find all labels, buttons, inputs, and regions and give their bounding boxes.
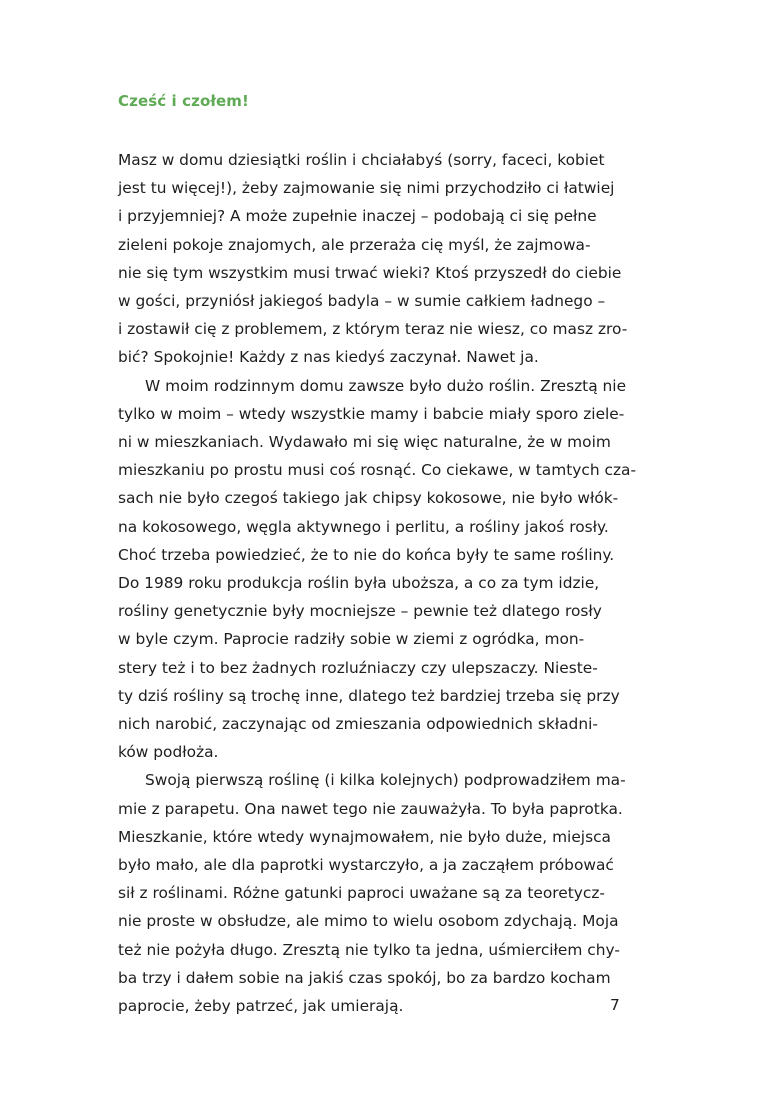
text-line: w byle czym. Paprocie radziły sobie w ziemi z ogródka, mon- (118, 630, 585, 649)
text-line: rośliny genetycznie były mocniejsze – pewnie też dlatego rosły (118, 602, 602, 621)
text-line: sach nie było czegoś takiego jak chipsy kokosowe, nie było włók- (118, 489, 619, 508)
text-line: mieszkaniu po prostu musi coś rosnąć. Co ciekawe, w tamtych cza- (118, 461, 637, 480)
paragraph (118, 146, 628, 372)
text-line: jest tu więcej!), żeby zajmowanie się nimi przychodziło ci łatwiej (118, 179, 615, 198)
text-line: nie się tym wszystkim musi trwać wieki? Ktoś przyszedł do ciebie (118, 263, 622, 282)
text-line: w gości, przyniósł jakiegoś badyla – w sumie całkiem ładnego – (118, 292, 606, 311)
text-line: nie proste w obsłudze, ale mimo to wielu osobom zdychają. Moja (118, 912, 619, 931)
text-line: ba trzy i dałem sobie na jakiś czas spokój, bo za bardzo kocham (118, 968, 611, 987)
body-text (118, 146, 637, 1020)
text-line: też nie pożyła długo. Zresztą nie tylko ta jedna, uśmierciłem chy- (118, 940, 620, 959)
text-line: Mieszkanie, które wtedy wynajmowałem, nie było duże, miejsca (118, 827, 611, 846)
text-line: na kokosowego, węgla aktywnego i perlitu, a rośliny jakoś rosły. (118, 517, 609, 536)
text-line: Do 1989 roku produkcja roślin była uboższa, a co za tym idzie, (118, 574, 600, 593)
text-line: sił z roślinami. Różne gatunki paproci uważane są za teoretycz- (118, 884, 605, 903)
text-line: było mało, ale dla paprotki wystarczyło, a ja zacząłem próbować (118, 856, 614, 875)
page-number: 7 (610, 996, 620, 1014)
text-line: Swoją pierwszą roślinę (i kilka kolejnych) podprowadziłem ma- (145, 771, 626, 790)
text-line: zieleni pokoje znajomych, ale przeraża cię myśl, że zajmowa- (118, 235, 591, 254)
text-line: ków podłoża. (118, 743, 219, 762)
text-line: i przyjemniej? A może zupełnie inaczej – podobają ci się pełne (118, 207, 597, 226)
text-line: i zostawił cię z problemem, z którym teraz nie wiesz, co masz zro- (118, 320, 628, 339)
text-line: Choć trzeba powiedzieć, że to nie do końca były te same rośliny. (118, 545, 615, 564)
text-line: ni w mieszkaniach. Wydawało mi się więc naturalne, że w moim (118, 433, 611, 452)
paragraph (118, 372, 637, 767)
text-line: W moim rodzinnym domu zawsze było dużo roślin. Zresztą nie (145, 376, 627, 395)
text-line: paprocie, żeby patrzeć, jak umierają. (118, 997, 404, 1016)
text-line: nich narobić, zaczynając od zmieszania odpowiednich składni- (118, 715, 598, 734)
text-line: mie z parapetu. Ona nawet tego nie zauważyła. To była paprotka. (118, 799, 623, 818)
text-line: tylko w moim – wtedy wszystkie mamy i babcie miały sporo ziele- (118, 404, 625, 423)
text-line: bić? Spokojnie! Każdy z nas kiedyś zaczynał. Nawet ja. (118, 348, 539, 367)
chapter-heading: Cześć i czołem! (118, 92, 249, 110)
text-line: ty dziś rośliny są trochę inne, dlatego też bardziej trzeba się przy (118, 686, 620, 705)
paragraph (118, 766, 626, 1020)
text-line: Masz w domu dziesiątki roślin i chciałabyś (sorry, faceci, kobiet (118, 151, 605, 169)
text-line: stery też i to bez żadnych rozluźniaczy czy ulepszaczy. Niestе- (118, 658, 598, 677)
